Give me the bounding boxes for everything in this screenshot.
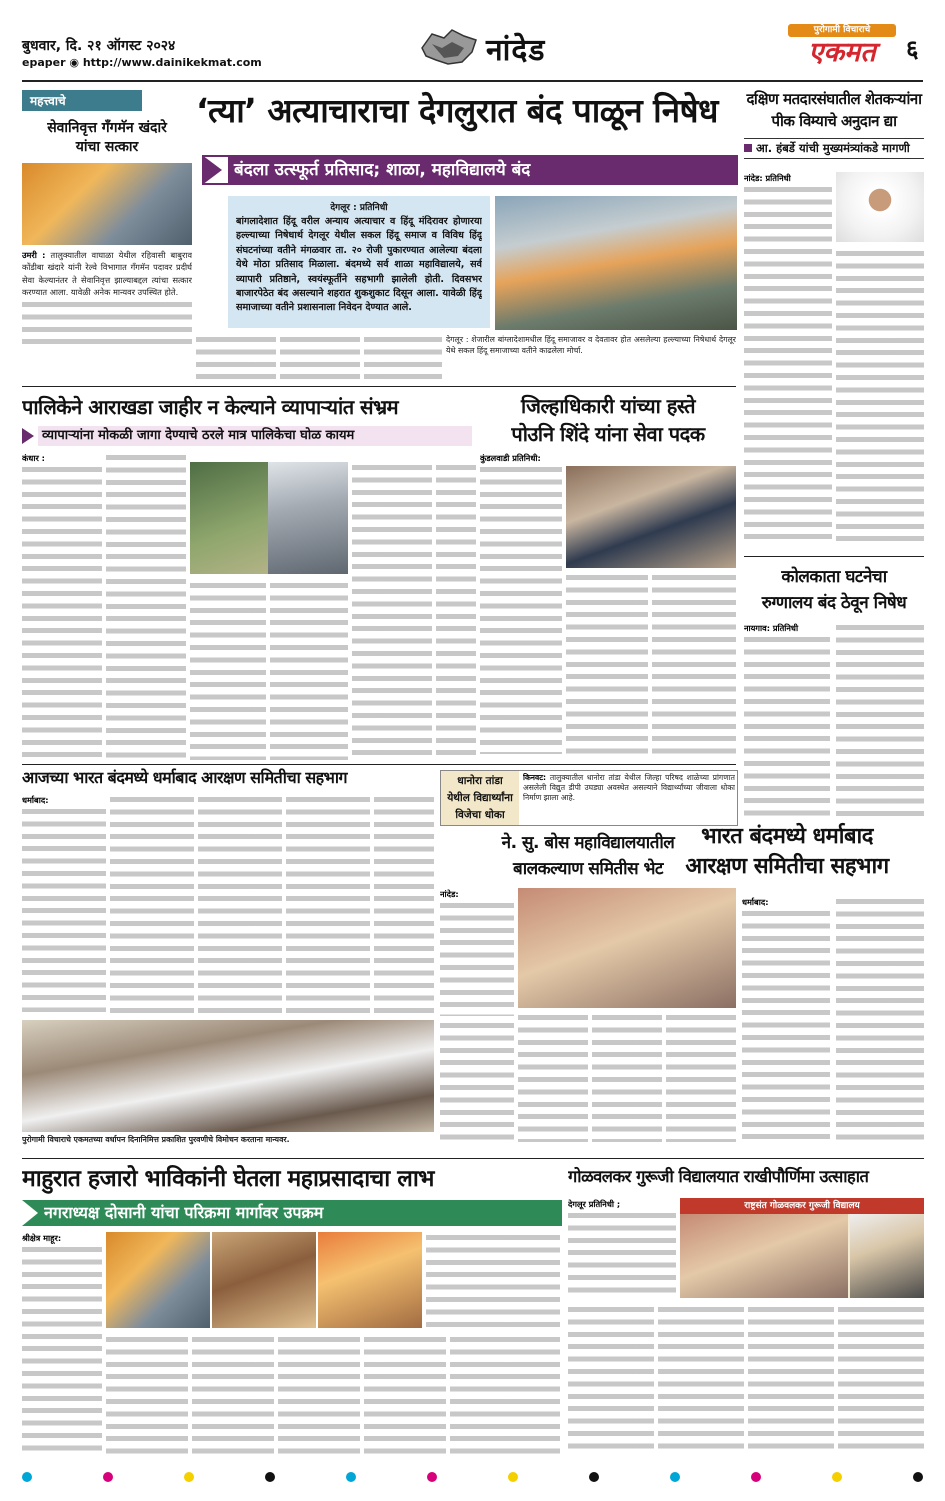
kolkata-col1: नायगाव: प्रतिनिधी bbox=[744, 622, 830, 822]
register-dot-icon bbox=[103, 1472, 113, 1482]
golwalkar-col5 bbox=[838, 1304, 924, 1454]
print-registration-bar bbox=[22, 1470, 923, 1484]
mahaprasad-arrow-icon bbox=[22, 1200, 38, 1226]
register-dot-icon bbox=[184, 1472, 194, 1482]
golwalkar-col4 bbox=[748, 1304, 834, 1454]
anniversary-photo-strip bbox=[22, 1020, 434, 1132]
market-col4 bbox=[270, 580, 348, 760]
globe-icon: ◉ bbox=[69, 56, 79, 69]
anniversary-caption: पुरोगामी विचाराचे एकमतच्या वर्धापन दिनानिमित्त प्रकाशित पुरवणीचे विमोचन करताना मान्यवर. bbox=[22, 1135, 290, 1144]
register-dot-icon bbox=[265, 1472, 275, 1482]
brand-tagline: पुरोगामी विचाराचे bbox=[788, 24, 896, 37]
epaper-link[interactable] bbox=[22, 56, 262, 69]
dhanora-brief bbox=[440, 770, 738, 826]
lead-body-col2 bbox=[280, 334, 360, 382]
golwalkar-col2 bbox=[568, 1304, 654, 1454]
section-rule-1 bbox=[22, 386, 736, 387]
market-col5 bbox=[352, 462, 432, 760]
mahaprasad-col3 bbox=[192, 1334, 274, 1454]
market-subhead-text: व्यापाऱ्यांना मोकळी जागा देण्याचे ठरले मात्र पालिकेचा घोळ कायम bbox=[38, 426, 472, 446]
golwalkar-teacher bbox=[850, 1214, 924, 1298]
mahaprasad-col6 bbox=[426, 1232, 560, 1328]
section-rule-2 bbox=[22, 764, 736, 765]
golwalkar-headline: गोळवलकर गुरूजी विद्यालयात राखीपौर्णिमा उत्साहात bbox=[568, 1167, 869, 1186]
brand-name: एकमत bbox=[808, 37, 876, 68]
sidebar-kicker: महत्त्वाचे bbox=[22, 90, 142, 111]
section-rule-right bbox=[744, 556, 924, 557]
register-dot-icon bbox=[22, 1472, 32, 1482]
mahaprasad-photo-2 bbox=[212, 1232, 316, 1328]
kolkata-headline: कोलकाता घटनेचा रुग्णालय बंद ठेवून निषेध bbox=[761, 567, 907, 613]
crop-insurance-subhead: आ. हंबर्डे यांची मुख्यमंत्र्यांकडे मागणी bbox=[744, 138, 924, 159]
medal-col2 bbox=[566, 572, 648, 760]
bose-col5 bbox=[666, 1012, 736, 1142]
bose-col2 bbox=[440, 1020, 514, 1142]
mahaprasad-col7 bbox=[450, 1334, 560, 1454]
market-col3 bbox=[190, 580, 266, 760]
lead-summary-box bbox=[228, 196, 490, 328]
market-col6 bbox=[436, 462, 476, 760]
medal-col1: कुंडलवाडी प्रतिनिधी: bbox=[480, 452, 562, 760]
crop-insurance-col2 bbox=[836, 248, 924, 548]
mahaprasad-headline: माहुरात हजारो भाविकांनी घेतला महाप्रसादाचा लाभ bbox=[22, 1166, 434, 1192]
bandh-right-headline: भारत बंदमध्ये धर्माबाद आरक्षण समितीचा सहभाग bbox=[685, 824, 889, 879]
register-dot-icon bbox=[751, 1472, 761, 1482]
register-dot-icon bbox=[589, 1472, 599, 1482]
dhanora-headline: धानोरा तांडा येथील विद्यार्थ्यांना विजेचा धोका bbox=[441, 771, 519, 825]
golwalkar-students bbox=[680, 1214, 848, 1298]
bose-photo bbox=[518, 888, 736, 1008]
subhead-square-icon bbox=[744, 144, 752, 152]
golwalkar-col3 bbox=[658, 1304, 744, 1454]
dhanora-body: किनवट: तालुक्यातील धानोरा तांडा येथील जिल्हा परिषद शाळेच्या प्रांगणात असलेली विद्युत डीपी उघड्या अवस्थेत असल्याने विद्यार्थ्यांच्या जीवाला धोका निर्माण झाला आहे. bbox=[523, 773, 735, 803]
lead-photo-caption: देगलूर : शेजारील बांग्लादेशामधील हिंदू समाजावर व देवतावर होत असलेल्या हल्ल्याच्या निषेधार्थ देगलूर येथे सकल हिंदू समाजाच्या वतीने काढलेला मोर्चा. bbox=[446, 335, 736, 355]
bose-col1: नांदेड: bbox=[440, 888, 514, 1016]
mahaprasad-col2 bbox=[106, 1334, 188, 1454]
mahaprasad-photo-3 bbox=[318, 1232, 422, 1328]
sidebar-story bbox=[22, 90, 192, 310]
bandh-left-col3 bbox=[198, 794, 282, 1014]
lead-headline: ‘त्या’ अत्याचाराचा देगलुरात बंद पाळून निषेध bbox=[196, 91, 718, 130]
crop-insurance-col1: नांदेड: प्रतिनिधी bbox=[744, 172, 832, 548]
mla-portrait bbox=[836, 172, 924, 242]
mahaprasad-photo-1 bbox=[106, 1232, 210, 1328]
market-arrow-icon bbox=[22, 428, 34, 444]
section-rule-3 bbox=[22, 1158, 924, 1159]
site-url[interactable]: http://www.dainikekmat.com bbox=[82, 56, 262, 69]
sidebar-photo bbox=[22, 163, 192, 245]
sidebar-title: सेवानिवृत्त गॅंगमॅन खंदारे यांचा सत्कार bbox=[47, 120, 167, 155]
register-dot-icon bbox=[508, 1472, 518, 1482]
bandh-left-col5 bbox=[374, 794, 434, 1014]
lead-body-col1 bbox=[196, 334, 276, 382]
bandh-left-col2 bbox=[110, 794, 194, 1014]
market-subhead bbox=[22, 426, 472, 446]
medal-headline: जिल्हाधिकारी यांच्या हस्ते पोउनि शिंदे यांना सेवा पदक bbox=[511, 394, 705, 446]
mahaprasad-subhead-text: नगराध्यक्ष दोसानी यांचा परिक्रमा मार्गावर उपक्रम bbox=[44, 1203, 324, 1222]
medal-photo bbox=[566, 466, 736, 568]
edition-date: बुधवार, दि. २१ ऑगस्ट २०२४ bbox=[22, 38, 176, 54]
golwalkar-banner: राष्ट्रसंत गोळवलकर गुरूजी विद्यालय bbox=[680, 1198, 924, 1214]
masthead-rule bbox=[22, 80, 923, 82]
crop-insurance-story bbox=[744, 88, 924, 548]
city-name: नांदेड bbox=[486, 33, 546, 68]
epaper-label: epaper bbox=[22, 56, 66, 69]
register-dot-icon bbox=[670, 1472, 680, 1482]
bandh-left-col4 bbox=[286, 794, 370, 1014]
register-dot-icon bbox=[913, 1472, 923, 1482]
lead-body-col3 bbox=[364, 334, 442, 382]
bandh-right-col2: धर्माबाद: bbox=[742, 896, 830, 1142]
market-headline: पालिकेने आराखडा जाहीर न केल्याने व्यापाऱ्यांत संभ्रम bbox=[22, 395, 399, 419]
register-dot-icon bbox=[346, 1472, 356, 1482]
page-number: ६ bbox=[906, 35, 919, 63]
golwalkar-photo bbox=[680, 1198, 924, 1298]
mahaprasad-col1: श्रीक्षेत्र माहूर: bbox=[22, 1232, 102, 1454]
mahaprasad-col4 bbox=[278, 1334, 360, 1454]
mahaprasad-col5 bbox=[364, 1334, 446, 1454]
bandh-right-col3 bbox=[836, 896, 924, 1142]
subhead-arrow-icon bbox=[202, 155, 222, 185]
medal-col3 bbox=[652, 572, 736, 760]
bose-col3 bbox=[518, 1012, 588, 1142]
masthead bbox=[0, 0, 945, 82]
kolkata-col2 bbox=[836, 622, 924, 822]
crop-insurance-headline: दक्षिण मतदारसंघातील शेतकऱ्यांना पीक विम्याचे अनुदान द्या bbox=[746, 90, 922, 130]
market-col2 bbox=[106, 452, 186, 760]
register-dot-icon bbox=[832, 1472, 842, 1482]
sidebar-body: उमरी : तालुक्यातील वाघाळा येथील रहिवासी बाबुराव कोंडीबा खंदारे यांनी रेल्वे विभागात गॅंगमॅन पदावर प्रदीर्घ सेवा केल्यानंतर ते सेवानिवृत्त झाल्याबद्दल त्यांचा सत्कार करण्यात आला. यावेळी अनेक मान्यवर उपस्थित होते. bbox=[22, 249, 192, 345]
market-col1: कंधार : bbox=[22, 452, 102, 760]
bandh-left-headline: आजच्या भारत बंदमध्ये धर्माबाद आरक्षण समितीचा सहभाग bbox=[22, 768, 348, 787]
bose-col4 bbox=[592, 1012, 662, 1142]
bandh-left-col1: धर्माबाद: bbox=[22, 794, 106, 1014]
lead-dateline: देगलूर : प्रतिनिधी bbox=[330, 203, 388, 213]
lead-photo-protest bbox=[495, 196, 737, 330]
market-photo-right bbox=[268, 462, 348, 574]
brand-logo bbox=[788, 24, 896, 70]
lead-summary: बांगलादेशात हिंदू वरील अन्याय अत्याचार व हिंदू मंदिरावर होणारया हल्ल्याच्या निषेधार्थ देगलूर येथील सकल हिंदू समाज व विविध हिंदू संघटनांच्या वतीने मंगळवार ता. २० रोजी पुकारण्यात आलेल्या बंदला येथे मोठा प्रतिसाद मिळाला. बंदमध्ये सर्व शाळा महाविद्यालये, सर्व व्यापारी प्रतिष्ठाने, स्वयंस्फूर्तीने सहभागी झालेली होती. दिवसभर बाजारपेठेत बंद असल्याने शहरात शुकशुकाट दिसून आला. यावेळी हिंदू समाजाच्या वतीने प्रशासनाला निवेदन देण्यात आले. bbox=[236, 216, 482, 314]
lead-subhead bbox=[202, 155, 738, 185]
lead-subhead-text: बंदला उत्स्फूर्त प्रतिसाद; शाळा, महाविद्यालये बंद bbox=[228, 157, 736, 183]
register-dot-icon bbox=[427, 1472, 437, 1482]
golwalkar-col1: देगलूर प्रतिनिधी ; bbox=[568, 1198, 676, 1298]
bose-headline: ने. सु. बोस महाविद्यालयातील बालकल्याण समितीस भेट bbox=[501, 833, 675, 879]
map-emblem-icon bbox=[418, 26, 480, 68]
mahaprasad-subhead bbox=[22, 1200, 562, 1226]
